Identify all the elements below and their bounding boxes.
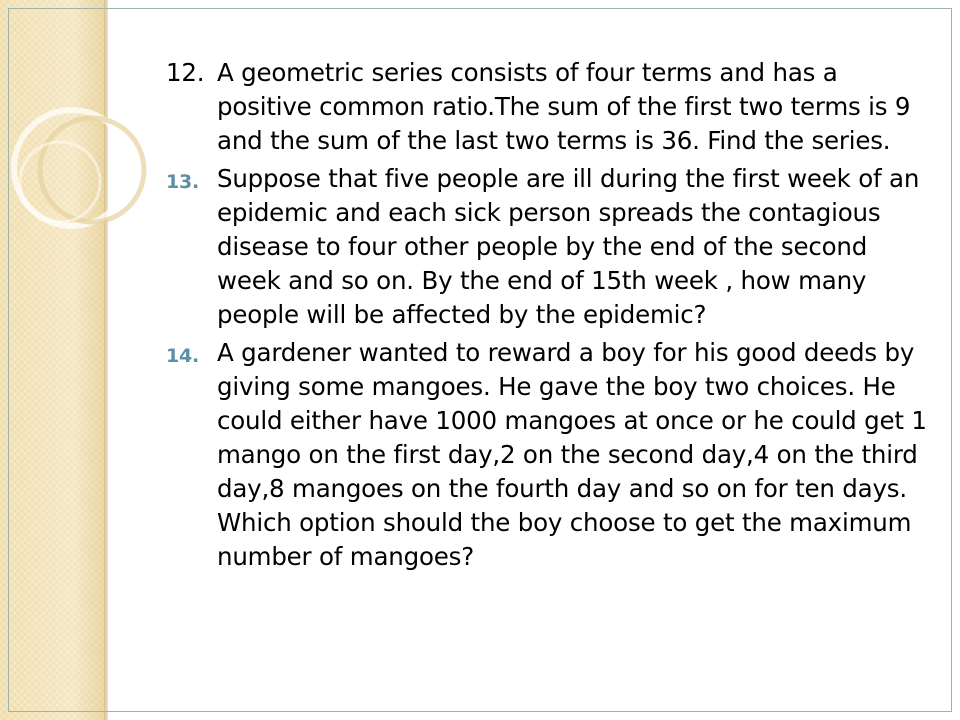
problem-text: A gardener wanted to reward a boy for his good deeds by giving some mangoes. He gave the boy two choices. He could either have 1000 mangoes at once or he could get 1 mango on the first day,2 on the second day,4 on the third day,8 mangoes on the fourth day and so on for ten days. Which option should the boy choose to get the maximum number of mangoes? [217,338,927,571]
problem-number: 12. [166,58,205,87]
problem-text: A geometric series consists of four terms and has a positive common ratio.The sum of the first two terms is 9 and the sum of the last two terms is 36. Find the series. [217,58,911,155]
band-edge [104,0,108,720]
slide-content [166,56,936,578]
problem-12 [166,56,936,158]
band-shade [0,0,104,720]
problem-14 [166,336,936,574]
problem-text: Suppose that five people are ill during the first week of an epidemic and each sick person spreads the contagious disease to four other people by the end of the second week and so on. By the end of 15th week , how many people will be affected by the epidemic? [217,164,920,329]
problem-number: 13. [166,171,200,193]
decorative-side-band [0,0,104,720]
problem-13 [166,162,936,332]
problem-number: 14. [166,345,200,367]
